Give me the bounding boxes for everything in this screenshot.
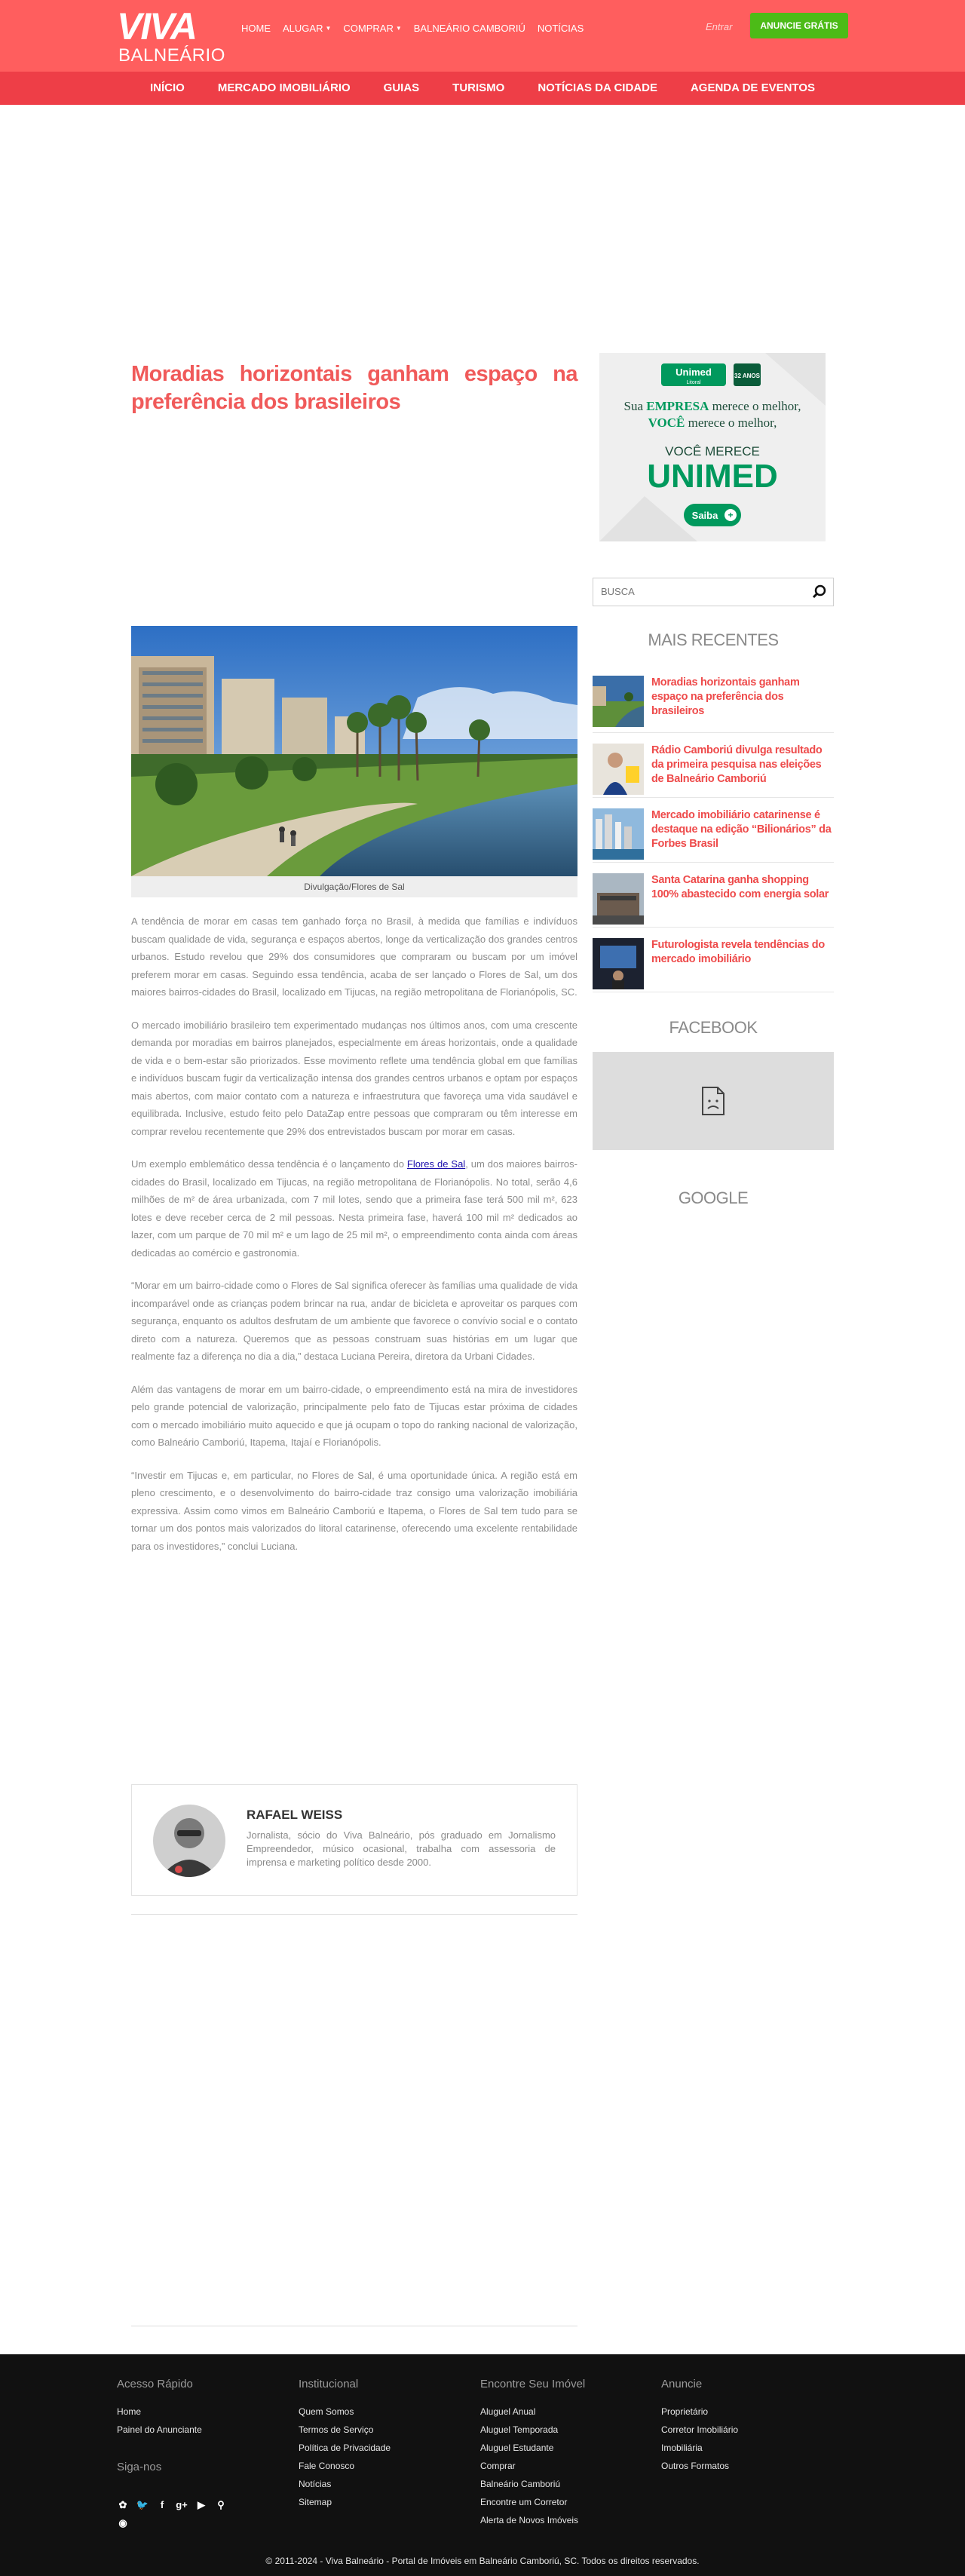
copyright-text: © 2011-2024 - Viva Balneário - Portal de Imóveis em Balneário Camboriú, SC. Todos os direitos reservados. xyxy=(265,2556,700,2566)
footer-link[interactable]: Painel do Anunciante xyxy=(117,2424,202,2435)
main-nav-inicio[interactable]: INÍCIO xyxy=(149,81,185,94)
footer-heading: Institucional xyxy=(299,2378,359,2390)
footer-heading: Encontre Seu Imóvel xyxy=(480,2378,586,2390)
footer-link[interactable]: Outros Formatos xyxy=(661,2461,730,2471)
nav-comprar-label: COMPRAR xyxy=(343,23,394,34)
article-hero-image xyxy=(131,626,577,876)
recent-post[interactable] xyxy=(593,928,834,992)
paragraph-text: Um exemplo emblemático dessa tendência é o lançamento do xyxy=(131,1158,407,1170)
footer-link[interactable]: Alerta de Novos Imóveis xyxy=(480,2515,579,2525)
map-pin-icon[interactable]: ⚲ xyxy=(217,2499,225,2510)
nav-home-label: HOME xyxy=(241,23,271,34)
recent-post-thumbnail xyxy=(593,938,644,989)
nav-balneario-label: BALNEÁRIO CAMBORIÚ xyxy=(413,23,525,34)
search-input[interactable] xyxy=(593,578,804,606)
footer-link[interactable]: Política de Privacidade xyxy=(299,2443,391,2453)
footer-link[interactable]: Sitemap xyxy=(299,2497,332,2507)
caret-down-icon: ▼ xyxy=(395,25,402,32)
ad-graphic xyxy=(599,353,826,541)
broken-document-icon xyxy=(700,1086,727,1116)
footer-heading: Acesso Rápido xyxy=(117,2378,193,2390)
site-footer xyxy=(0,2354,965,2576)
footer-link[interactable]: Encontre um Corretor xyxy=(480,2497,568,2507)
caret-down-icon: ▼ xyxy=(325,25,332,32)
google-heading: GOOGLE xyxy=(678,1188,749,1207)
svg-text:+: + xyxy=(728,510,734,520)
paragraph-text: , um dos maiores bairros-cidades do Brasil, localizado em Tijucas, na região metropolitana de Florianópolis. No total, serão 4,6 milhões de m² de área urbanizada, com 7 mil lotes, sendo que a primeira fase terá 500 mil m², 623 lotes e deve receber cerca de 2 mil pessoas. Nesta primeira fase, haverá 100 mil m² dedicados ao lazer, com um parque de 70 mil m² e um lago de 25 mil m², o empreendimento conta ainda com áreas dedicadas ao comércio e gastronomia. xyxy=(131,1158,577,1259)
main-nav-noticias-da-cidade[interactable]: NOTÍCIAS DA CIDADE xyxy=(538,81,657,94)
article-paragraph: Além das vantagens de morar em um bairro-cidade, o empreendimento está na mira de investidores pelo grande potencial de valorização, principalmente pelo fato de Tijucas estar próxima de cidades com o mercado imobiliário muito aquecido e que já ocupam o topo do ranking nacional de valorização, como Balneário Camboriú, Itapema, Itajaí e Florianópolis. xyxy=(131,1383,577,1448)
recent-post[interactable] xyxy=(593,798,834,863)
recent-post[interactable] xyxy=(593,863,834,928)
twitter-icon[interactable]: 🐦 xyxy=(136,2499,149,2510)
footer-link[interactable]: Imobiliária xyxy=(661,2443,703,2453)
footer-link[interactable]: Fale Conosco xyxy=(299,2461,355,2471)
site-header xyxy=(0,0,965,72)
nav-noticias-label: NOTÍCIAS xyxy=(537,23,584,34)
recent-post-title[interactable]: Rádio Camboriú divulga resultado da primeira pesquisa nas eleições de Balneário Camboriú xyxy=(651,744,823,785)
footer-link[interactable]: Corretor Imobiliário xyxy=(661,2424,739,2435)
hero-photo xyxy=(131,626,577,876)
article-title: Moradias horizontais ganham espaço na preferência dos brasileiros xyxy=(131,362,577,414)
logo-wordmark: VIVA xyxy=(117,5,196,48)
ad-line-1: Sua EMPRESA merece o melhor, xyxy=(623,399,801,413)
footer-link[interactable]: Aluguel Anual xyxy=(480,2406,536,2417)
main-nav-mercado-imobiliario[interactable]: MERCADO IMOBILIÁRIO xyxy=(217,81,351,94)
author-name: RAFAEL WEISS xyxy=(247,1808,343,1822)
article-body xyxy=(131,912,577,1570)
site-logo[interactable] xyxy=(117,5,225,66)
article-paragraph: “Morar em um bairro-cidade como o Flores de Sal significa oferecer às famílias uma qualidade de vida incomparável onde as crianças podem brincar na rua, andar de bicicleta e aproveitar os parques com segurança, enquanto os adultos desfrutam de um ambiente que favorece o convívio social e o contato direto com a natureza. Queremos que as pessoas construam suas histórias em um lugar que realmente faz a diferença no dia a dia,” destaca Luciana Pereira, diretora da Urbani Cidades. xyxy=(131,1280,577,1362)
footer-link[interactable]: Quem Somos xyxy=(299,2406,354,2417)
search-icon xyxy=(812,584,827,600)
facebook-icon[interactable]: f xyxy=(160,2499,164,2510)
footer-column-quick-access xyxy=(117,2377,202,2486)
author-box xyxy=(131,1784,577,1896)
divider xyxy=(131,1914,577,1915)
search-box xyxy=(593,578,834,606)
ad-line-2: VOCÊ merece o melhor, xyxy=(648,416,777,430)
ad-brand-sub: Litoral xyxy=(686,380,701,385)
footer-link[interactable]: Aluguel Estudante xyxy=(480,2443,554,2453)
footer-link[interactable]: Home xyxy=(117,2406,142,2417)
nav-alugar[interactable] xyxy=(283,21,331,36)
main-nav-agenda-de-eventos[interactable]: AGENDA DE EVENTOS xyxy=(690,81,815,94)
nav-noticias[interactable] xyxy=(538,21,584,36)
recent-post[interactable] xyxy=(593,665,834,733)
recent-post-title[interactable]: Futurologista revela tendências do mercado imobiliário xyxy=(651,939,825,965)
ad-line-4: UNIMED xyxy=(647,458,778,495)
google-plus-icon[interactable]: g+ xyxy=(176,2499,188,2510)
footer-link[interactable]: Aluguel Temporada xyxy=(480,2424,559,2435)
recent-post[interactable] xyxy=(593,733,834,798)
unimed-ad-banner[interactable] xyxy=(599,353,826,541)
author-bio: Jornalista, sócio do Viva Balneário, pós graduado em Jornalismo Empreendedor, músico ocasional, trabalha com assessoria de imprensa e marketing político desde 2000. xyxy=(247,1829,556,1868)
youtube-icon[interactable]: ▶ xyxy=(198,2499,205,2510)
login-link[interactable]: Entrar xyxy=(706,21,733,32)
footer-link[interactable]: Notícias xyxy=(299,2479,332,2489)
ad-line-3: VOCÊ MERECE xyxy=(665,444,760,458)
ad-button-label: Saiba xyxy=(691,510,718,521)
top-navigation xyxy=(241,21,584,36)
recent-post-thumbnail xyxy=(593,873,644,925)
recent-post-thumbnail xyxy=(593,808,644,860)
footer-link[interactable]: Comprar xyxy=(480,2461,516,2471)
recent-post-title[interactable]: Mercado imobiliário catarinense é destaque na edição “Bilionários” da Forbes Brasil xyxy=(651,809,832,850)
footer-link[interactable]: Termos de Serviço xyxy=(299,2424,374,2435)
main-nav-turismo[interactable]: TURISMO xyxy=(452,81,505,94)
footer-column-advertise xyxy=(661,2377,738,2475)
ad-badge: 32 ANOS xyxy=(734,373,760,379)
main-nav-guias[interactable]: GUIAS xyxy=(383,81,420,94)
nav-comprar[interactable] xyxy=(343,21,401,36)
nav-home[interactable] xyxy=(241,21,271,36)
main-navigation xyxy=(0,72,965,105)
footer-column-institutional xyxy=(299,2377,391,2511)
facebook-widget xyxy=(593,1052,834,1150)
recent-post-thumbnail xyxy=(593,744,644,795)
footer-social-heading: Siga-nos xyxy=(117,2461,162,2473)
advertise-free-button[interactable]: ANUNCIE GRÁTIS xyxy=(750,13,848,38)
footer-link[interactable]: Balneário Camboriú xyxy=(480,2479,561,2489)
footer-column-find-property xyxy=(480,2377,585,2529)
logo-subtitle: BALNEÁRIO xyxy=(118,45,225,66)
facebook-heading: FACEBOOK xyxy=(669,1018,758,1037)
search-button[interactable] xyxy=(806,578,833,606)
recent-post-thumbnail xyxy=(593,676,644,727)
recent-post-title[interactable]: Santa Catarina ganha shopping 100% abastecido com energia solar xyxy=(651,874,829,900)
ad-brand-small: Unimed xyxy=(676,366,712,378)
nav-alugar-label: ALUGAR xyxy=(283,23,323,34)
recent-posts-heading: MAIS RECENTES xyxy=(648,630,779,649)
article-paragraph: O mercado imobiliário brasileiro tem experimentado mudanças nos últimos anos, com uma crescente demanda por moradias em bairros planejados, especialmente em áreas horizontais, onde a qualidade de vida e o bem-estar são priorizados. Esse movimento reflete uma tendência global em que famílias e indivíduos buscam fugir da verticalização intensa dos grandes centros urbanos e optam por espaços mais abertos, com maior contato com a natureza e infraestrutura que favoreça uma vida saudável e equilibrada. Inclusive, estudo feito pelo DataZap entre pessoas que compraram ou têm interesse em comprar revelou recentemente que 29% dos entrevistados buscam por morar em casas. xyxy=(131,1019,577,1137)
recent-post-title[interactable]: Moradias horizontais ganham espaço na preferência dos brasileiros xyxy=(651,676,800,717)
article-paragraph: A tendência de morar em casas tem ganhado força no Brasil, à medida que famílias e indivíduos buscam qualidade de vida, segurança e espaços abertos, longe da verticalização dos grandes centros urbanos. Estudo revelou que 29% dos consumidores que compraram ou buscam por um imóvel preferem morar em casas. Seguindo essa tendência, acaba de ser lançado o Flores de Sal, um dos maiores bairros-cidades do Brasil, localizado em Tijucas, na região metropolitana de Florianópolis, SC. xyxy=(131,915,577,998)
article-paragraph xyxy=(131,1155,577,1262)
footer-heading: Anuncie xyxy=(661,2378,703,2390)
author-photo xyxy=(153,1805,225,1877)
nav-balneario-camboriu[interactable] xyxy=(414,21,525,36)
recent-posts-list xyxy=(593,665,834,992)
foursquare-icon[interactable]: ✿ xyxy=(118,2499,127,2510)
footer-link[interactable]: Proprietário xyxy=(661,2406,709,2417)
image-caption: Divulgação/Flores de Sal xyxy=(131,876,577,897)
article-paragraph: “Investir em Tijucas e, em particular, no Flores de Sal, é uma oportunidade única. A região está em pleno crescimento, e o desenvolvimento do bairro-cidade traz consigo uma valorização imobiliária expressiva. Assim como vimos em Balneário Camboriú e Itapema, o Flores de Sal tem tudo para se tornar um dos pontos mais valorizados do litoral catarinense, oferecendo uma excelente rentabilidade para os investidores,” conclui Luciana. xyxy=(131,1469,577,1552)
rss-icon[interactable]: ◉ xyxy=(118,2517,127,2528)
author-avatar xyxy=(153,1805,225,1877)
flores-de-sal-link[interactable]: Flores de Sal xyxy=(406,1158,466,1170)
social-links xyxy=(117,2499,245,2529)
